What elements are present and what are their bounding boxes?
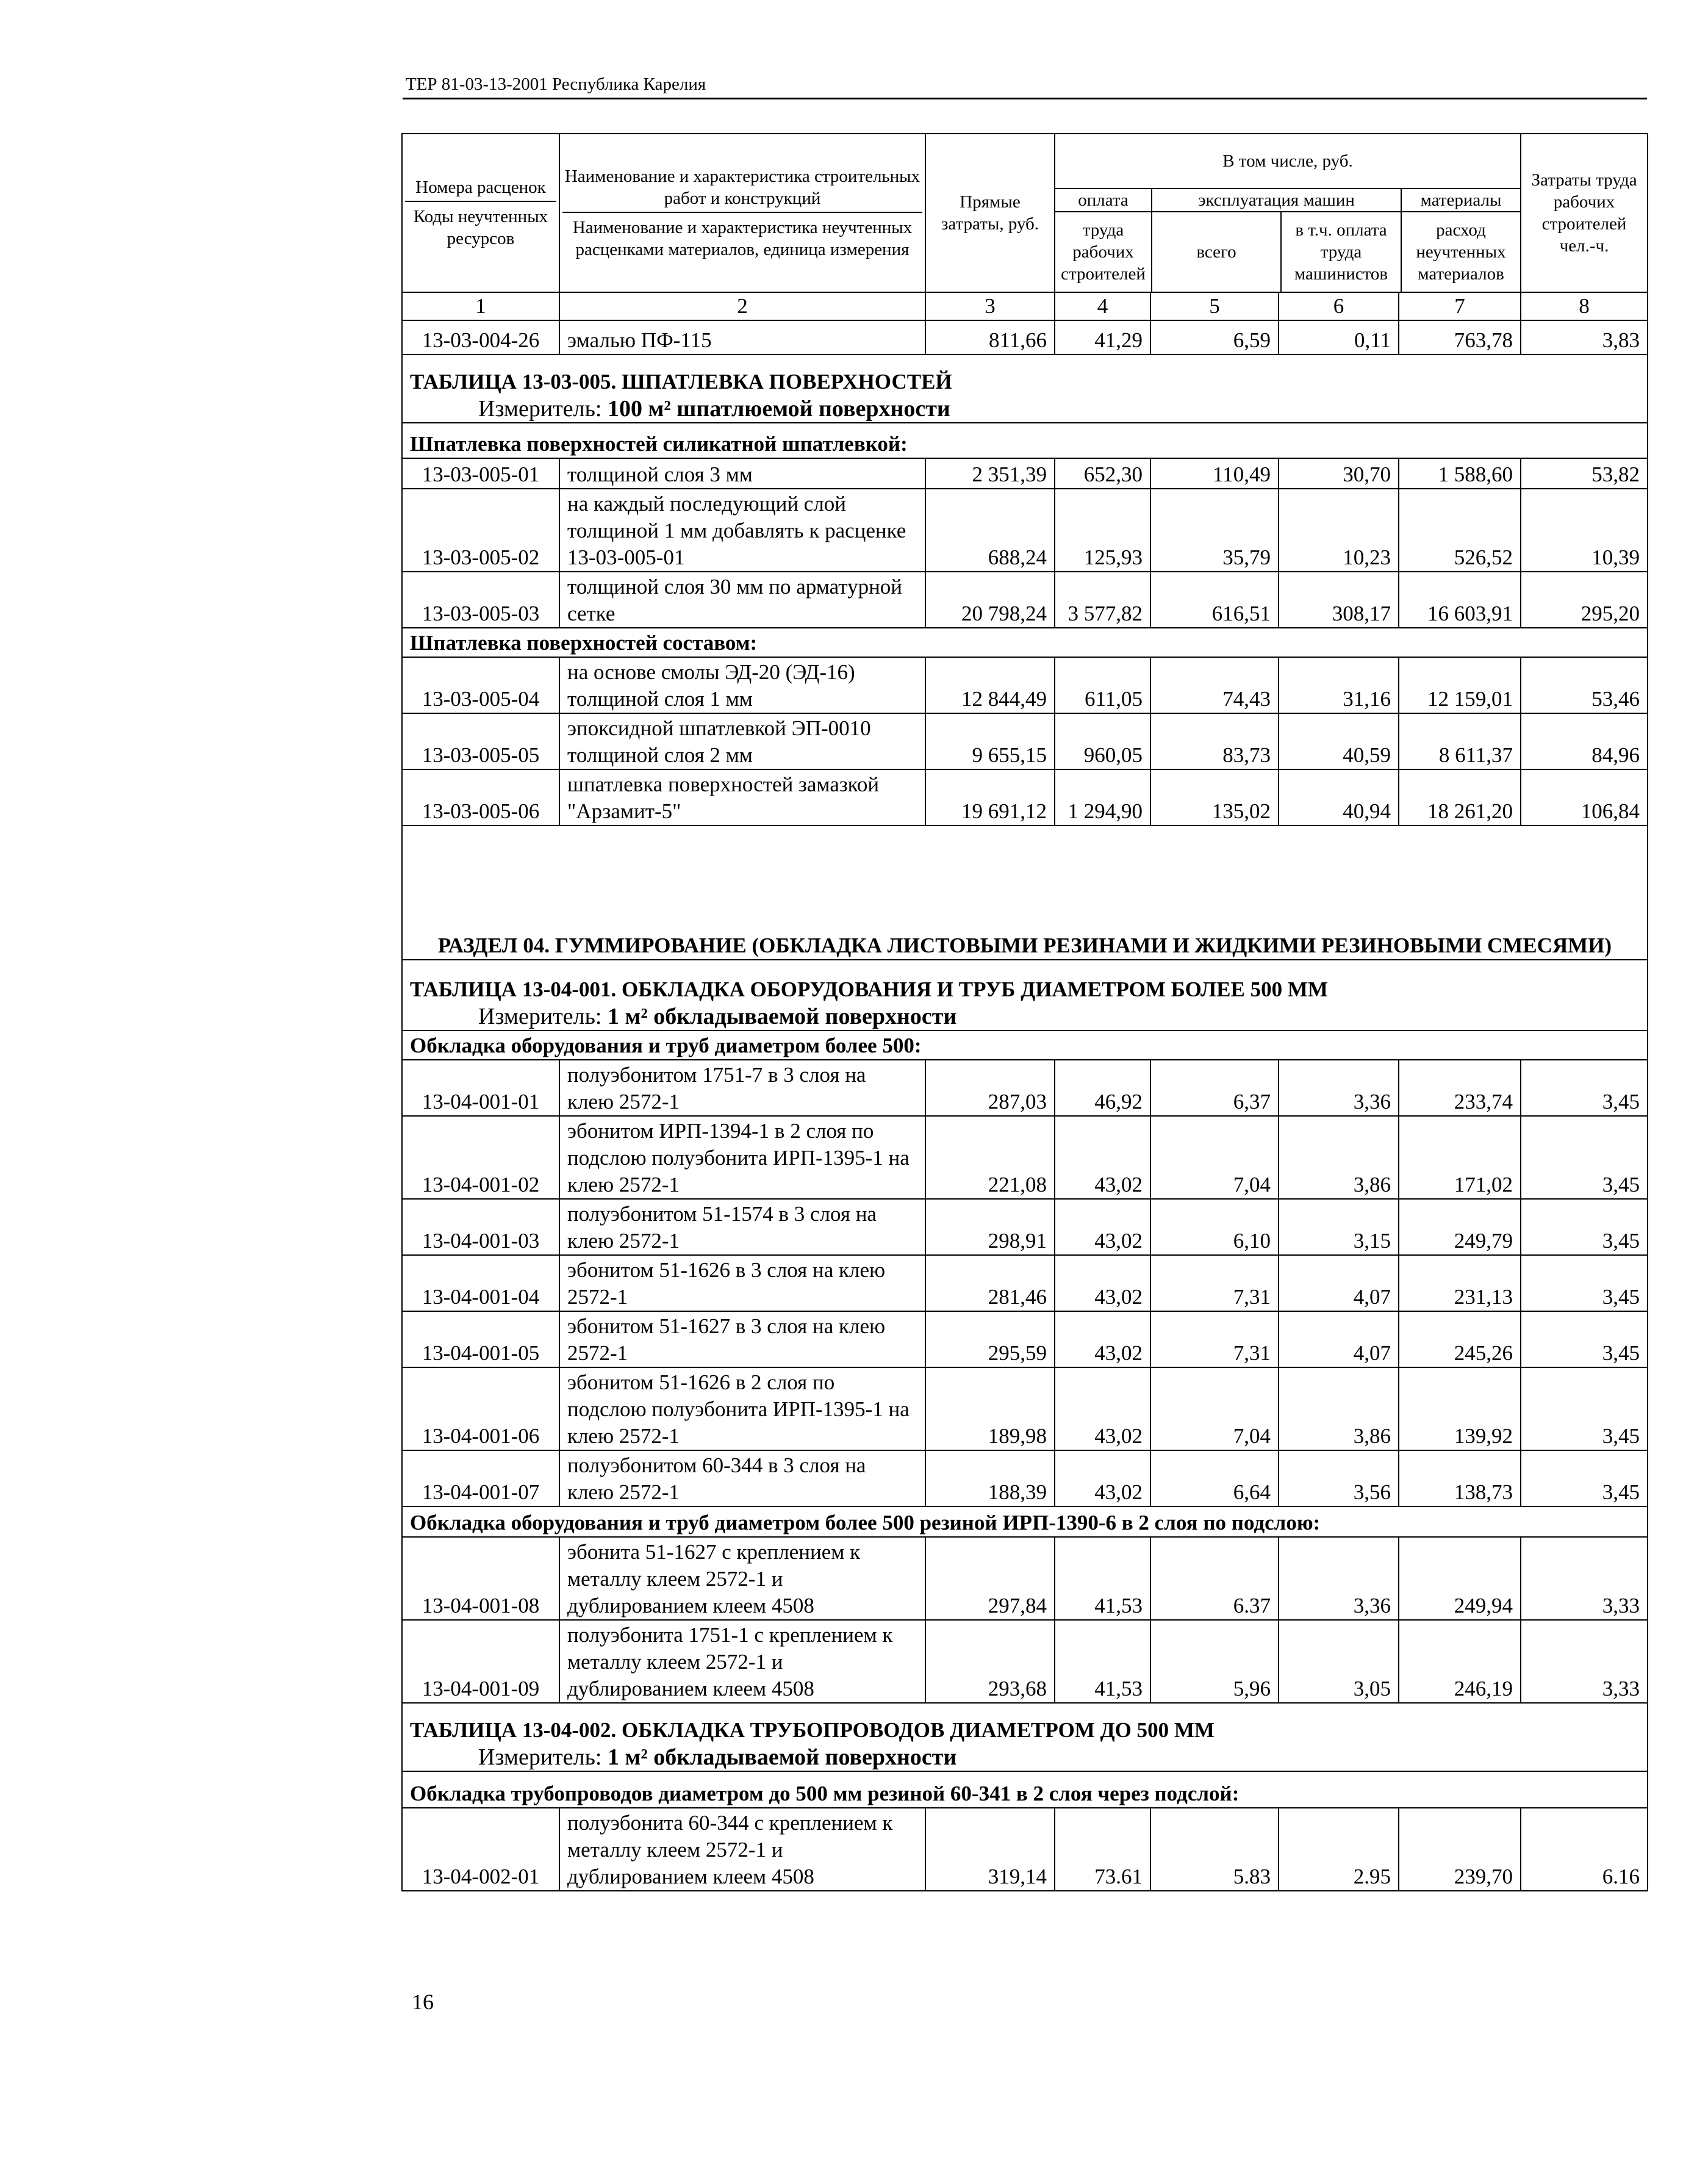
header-materials-bottom: расход неучтенных материалов (1416, 220, 1506, 284)
table-row (402, 1537, 1648, 1620)
machines-total: 135,02 (1150, 769, 1279, 826)
worker-pay: 611,05 (1055, 657, 1150, 713)
machines-total: 7,31 (1150, 1311, 1279, 1367)
rate-name: эбонитом 51-1626 в 3 слоя на клею 2572-1 (559, 1255, 925, 1311)
header-rule (403, 98, 1647, 99)
materials-cost: 139,92 (1399, 1367, 1521, 1450)
column-header-row (402, 134, 1648, 292)
direct-cost: 12 844,49 (925, 657, 1055, 713)
direct-cost: 297,84 (925, 1537, 1055, 1620)
materials-cost: 1 588,60 (1399, 458, 1521, 489)
labor-hours: 84,96 (1521, 713, 1648, 769)
table-row (402, 1808, 1648, 1891)
worker-pay: 960,05 (1055, 713, 1150, 769)
table-measure (410, 1744, 1640, 1771)
labor-hours: 106,84 (1521, 769, 1648, 826)
rate-name: толщиной слоя 30 мм по арматурной сетке (559, 572, 925, 628)
worker-pay: 41,53 (1055, 1537, 1150, 1620)
machinist-pay: 31,16 (1279, 657, 1399, 713)
worker-pay: 43,02 (1055, 1116, 1150, 1199)
machines-total: 6,59 (1150, 320, 1279, 354)
subheading-row (402, 423, 1648, 458)
direct-cost: 2 351,39 (925, 458, 1055, 489)
table-title-block (402, 960, 1648, 1031)
machinist-pay: 4,07 (1279, 1311, 1399, 1367)
table-row (402, 458, 1648, 489)
worker-pay: 43,02 (1055, 1255, 1150, 1311)
worker-pay: 1 294,90 (1055, 769, 1150, 826)
table-row (402, 657, 1648, 713)
subheading: Обкладка оборудования и труб диаметром более 500 резиной ИРП-1390-6 в 2 слоя по подслою: (402, 1506, 1648, 1537)
rate-code: 13-04-002-01 (402, 1808, 559, 1891)
header-pay-bottom: труда рабочих строителей (1061, 220, 1146, 284)
table-row (402, 1199, 1648, 1255)
rate-code: 13-03-004-26 (402, 320, 559, 354)
rate-code: 13-03-005-01 (402, 458, 559, 489)
table-row (402, 769, 1648, 826)
table-row (402, 1255, 1648, 1311)
table-title-block (402, 354, 1648, 423)
machinist-pay: 2.95 (1279, 1808, 1399, 1891)
machinist-pay: 3,15 (1279, 1199, 1399, 1255)
machinist-pay: 308,17 (1279, 572, 1399, 628)
rate-code: 13-04-001-07 (402, 1450, 559, 1506)
direct-cost: 19 691,12 (925, 769, 1055, 826)
measure-unit: 1 м² обкладываемой поверхности (608, 1004, 957, 1029)
materials-cost: 8 611,37 (1399, 713, 1521, 769)
measure-unit: 1 м² обкладываемой поверхности (608, 1744, 957, 1770)
table-row (402, 1116, 1648, 1199)
header-machines-label: эксплуатация машин (1152, 189, 1401, 212)
rate-code: 13-03-005-03 (402, 572, 559, 628)
worker-pay: 46,92 (1055, 1060, 1150, 1116)
machinist-pay: 4,07 (1279, 1255, 1399, 1311)
machinist-pay: 40,59 (1279, 713, 1399, 769)
rate-name: эбонитом 51-1627 в 3 слоя на клею 2572-1 (559, 1311, 925, 1367)
machines-total: 6,37 (1150, 1060, 1279, 1116)
header-including (1055, 134, 1521, 292)
direct-cost: 20 798,24 (925, 572, 1055, 628)
rate-code: 13-04-001-06 (402, 1367, 559, 1450)
direct-cost: 188,39 (925, 1450, 1055, 1506)
header-materials (1402, 189, 1520, 292)
header-subcols (1055, 189, 1520, 292)
header-name-top: Наименование и характеристика строительных работ и конструкций (562, 165, 922, 213)
labor-hours: 3,45 (1521, 1367, 1648, 1450)
header-including-label: В том числе, руб. (1055, 134, 1520, 189)
labor-hours: 10,39 (1521, 489, 1648, 572)
worker-pay: 652,30 (1055, 458, 1150, 489)
machinist-pay: 3,36 (1279, 1537, 1399, 1620)
labor-hours: 3,45 (1521, 1255, 1648, 1311)
rate-name: шпатлевка поверхностей замазкой "Арзамит-5" (559, 769, 925, 826)
table-measure (410, 395, 1640, 422)
labor-hours: 53,46 (1521, 657, 1648, 713)
worker-pay: 43,02 (1055, 1311, 1150, 1367)
labor-hours: 3,83 (1521, 320, 1648, 354)
rate-code: 13-04-001-01 (402, 1060, 559, 1116)
header-name-bottom: Наименование и характеристика неучтенных расценками материалов, единица измерения (572, 218, 913, 259)
direct-cost: 287,03 (925, 1060, 1055, 1116)
header-machines-incl: в т.ч. оплата труда машинистов (1294, 220, 1388, 284)
col-num: 8 (1521, 292, 1648, 320)
table-title-block (402, 1703, 1648, 1771)
rate-code: 13-03-005-02 (402, 489, 559, 572)
labor-hours: 6.16 (1521, 1808, 1648, 1891)
rate-code: 13-04-001-08 (402, 1537, 559, 1620)
materials-cost: 239,70 (1399, 1808, 1521, 1891)
labor-hours: 3,45 (1521, 1311, 1648, 1367)
labor-hours: 53,82 (1521, 458, 1648, 489)
col-num: 4 (1055, 292, 1150, 320)
direct-cost: 189,98 (925, 1367, 1055, 1450)
worker-pay: 43,02 (1055, 1367, 1150, 1450)
subheading: Шпатлевка поверхностей силикатной шпатлевкой: (402, 423, 1648, 458)
worker-pay: 43,02 (1055, 1450, 1150, 1506)
labor-hours: 3,45 (1521, 1060, 1648, 1116)
direct-cost: 811,66 (925, 320, 1055, 354)
machines-total: 110,49 (1150, 458, 1279, 489)
measure-prefix: Измеритель: (478, 1744, 608, 1770)
table-row (402, 1060, 1648, 1116)
header-pay (1055, 189, 1152, 292)
machinist-pay: 0,11 (1279, 320, 1399, 354)
labor-hours: 295,20 (1521, 572, 1648, 628)
table-row (402, 320, 1648, 354)
machinist-pay: 3,05 (1279, 1620, 1399, 1703)
labor-hours: 3,45 (1521, 1199, 1648, 1255)
subheading-row (402, 1771, 1648, 1808)
col-num: 6 (1279, 292, 1399, 320)
table-row (402, 1450, 1648, 1506)
materials-cost: 171,02 (1399, 1116, 1521, 1199)
machines-total: 616,51 (1150, 572, 1279, 628)
machines-total: 83,73 (1150, 713, 1279, 769)
worker-pay: 41,29 (1055, 320, 1150, 354)
subheading: Шпатлевка поверхностей составом: (402, 628, 1648, 657)
header-machines-total: всего (1152, 212, 1282, 292)
machines-total: 74,43 (1150, 657, 1279, 713)
rate-code: 13-04-001-04 (402, 1255, 559, 1311)
rates-table (401, 133, 1648, 1891)
col-num: 3 (925, 292, 1055, 320)
rate-name: полуэбонитом 60-344 в 3 слоя на клею 2572-1 (559, 1450, 925, 1506)
section-row (402, 826, 1648, 960)
materials-cost: 18 261,20 (1399, 769, 1521, 826)
table-row (402, 572, 1648, 628)
table-row (402, 1367, 1648, 1450)
header-labor: Затраты труда рабочих строителей чел.-ч. (1521, 134, 1648, 292)
rate-code: 13-04-001-05 (402, 1311, 559, 1367)
table-measure (410, 1003, 1640, 1030)
materials-cost: 249,94 (1399, 1537, 1521, 1620)
rate-code: 13-03-005-04 (402, 657, 559, 713)
direct-cost: 221,08 (925, 1116, 1055, 1199)
materials-cost: 138,73 (1399, 1450, 1521, 1506)
subheading-row (402, 1031, 1648, 1060)
direct-cost: 298,91 (925, 1199, 1055, 1255)
table-title-row (402, 960, 1648, 1031)
table-title: ТАБЛИЦА 13-03-005. ШПАТЛЕВКА ПОВЕРХНОСТЕЙ (410, 370, 952, 394)
page-number: 16 (412, 1990, 434, 2014)
header-direct: Прямые затраты, руб. (925, 134, 1055, 292)
machinist-pay: 3,86 (1279, 1116, 1399, 1199)
materials-cost: 231,13 (1399, 1255, 1521, 1311)
table-title: ТАБЛИЦА 13-04-001. ОБКЛАДКА ОБОРУДОВАНИЯ И ТРУБ ДИАМЕТРОМ БОЛЕЕ 500 ММ (410, 977, 1328, 1001)
measure-prefix: Измеритель: (478, 396, 608, 422)
header-pay-top: оплата (1055, 189, 1151, 212)
labor-hours: 3,45 (1521, 1116, 1648, 1199)
rate-code: 13-04-001-09 (402, 1620, 559, 1703)
worker-pay: 73.61 (1055, 1808, 1150, 1891)
header-materials-top: материалы (1402, 189, 1520, 212)
table-row (402, 489, 1648, 572)
col-num: 1 (402, 292, 559, 320)
rates-table-body (402, 134, 1648, 1891)
table-row (402, 1311, 1648, 1367)
worker-pay: 125,93 (1055, 489, 1150, 572)
direct-cost: 9 655,15 (925, 713, 1055, 769)
materials-cost: 233,74 (1399, 1060, 1521, 1116)
machinist-pay: 3,36 (1279, 1060, 1399, 1116)
rate-name: на основе смолы ЭД-20 (ЭД-16) толщиной слоя 1 мм (559, 657, 925, 713)
direct-cost: 293,68 (925, 1620, 1055, 1703)
rate-name: полуэбонита 1751-1 с креплением к металлу клеем 2572-1 и дублированием клеем 4508 (559, 1620, 925, 1703)
labor-hours: 3,33 (1521, 1537, 1648, 1620)
materials-cost: 245,26 (1399, 1311, 1521, 1367)
rate-name: толщиной слоя 3 мм (559, 458, 925, 489)
table-title: ТАБЛИЦА 13-04-002. ОБКЛАДКА ТРУБОПРОВОДОВ ДИАМЕТРОМ ДО 500 ММ (410, 1718, 1215, 1742)
table-row (402, 1620, 1648, 1703)
machinist-pay: 30,70 (1279, 458, 1399, 489)
materials-cost: 16 603,91 (1399, 572, 1521, 628)
labor-hours: 3,33 (1521, 1620, 1648, 1703)
measure-prefix: Измеритель: (478, 1004, 608, 1029)
direct-cost: 688,24 (925, 489, 1055, 572)
machines-total: 7,04 (1150, 1116, 1279, 1199)
direct-cost: 319,14 (925, 1808, 1055, 1891)
machines-total: 7,04 (1150, 1367, 1279, 1450)
rate-name: на каждый последующий слой толщиной 1 мм добавлять к расценке 13-03-005-01 (559, 489, 925, 572)
subheading: Обкладка оборудования и труб диаметром более 500: (402, 1031, 1648, 1060)
header-machines-split (1152, 212, 1401, 292)
machinist-pay: 10,23 (1279, 489, 1399, 572)
subheading-row (402, 628, 1648, 657)
column-number-row (402, 292, 1648, 320)
machines-total: 6,10 (1150, 1199, 1279, 1255)
materials-cost: 12 159,01 (1399, 657, 1521, 713)
rate-name: эбонитом ИРП-1394-1 в 2 слоя по подслою полуэбонита ИРП-1395-1 на клею 2572-1 (559, 1116, 925, 1199)
rate-name: эмалью ПФ-115 (559, 320, 925, 354)
materials-cost: 526,52 (1399, 489, 1521, 572)
labor-hours: 3,45 (1521, 1450, 1648, 1506)
direct-cost: 295,59 (925, 1311, 1055, 1367)
header-name (559, 134, 925, 292)
header-machines (1152, 189, 1402, 292)
subheading: Обкладка трубопроводов диаметром до 500 мм резиной 60-341 в 2 слоя через подслой: (402, 1771, 1648, 1808)
rate-name: полуэбонитом 1751-7 в 3 слоя на клею 2572-1 (559, 1060, 925, 1116)
direct-cost: 281,46 (925, 1255, 1055, 1311)
worker-pay: 43,02 (1055, 1199, 1150, 1255)
col-num: 7 (1399, 292, 1521, 320)
materials-cost: 763,78 (1399, 320, 1521, 354)
subheading-row (402, 1506, 1648, 1537)
table-title-row (402, 1703, 1648, 1771)
running-header: ТЕР 81-03-13-2001 Республика Карелия (406, 74, 706, 94)
machines-total: 6.37 (1150, 1537, 1279, 1620)
machinist-pay: 3,86 (1279, 1367, 1399, 1450)
machines-total: 5,96 (1150, 1620, 1279, 1703)
machines-total: 5.83 (1150, 1808, 1279, 1891)
rate-name: полуэбонитом 51-1574 в 3 слоя на клею 2572-1 (559, 1199, 925, 1255)
rate-name: эбонита 51-1627 с креплением к металлу клеем 2572-1 и дублированием клеем 4508 (559, 1537, 925, 1620)
measure-unit: 100 м² шпатлюемой поверхности (608, 396, 950, 422)
rate-code: 13-03-005-05 (402, 713, 559, 769)
rate-name: полуэбонита 60-344 с креплением к металлу клеем 2572-1 и дублированием клеем 4508 (559, 1808, 925, 1891)
machines-total: 6,64 (1150, 1450, 1279, 1506)
materials-cost: 246,19 (1399, 1620, 1521, 1703)
col-num: 2 (559, 292, 925, 320)
header-codes-top: Номера расценок (405, 176, 556, 202)
section-title: РАЗДЕЛ 04. ГУММИРОВАНИЕ (ОБКЛАДКА ЛИСТОВЫМИ РЕЗИНАМИ И ЖИДКИМИ РЕЗИНОВЫМИ СМЕСЯМИ) (402, 826, 1648, 960)
header-codes (402, 134, 559, 292)
worker-pay: 41,53 (1055, 1620, 1150, 1703)
rate-code: 13-03-005-06 (402, 769, 559, 826)
rate-name: эбонитом 51-1626 в 2 слоя по подслою полуэбонита ИРП-1395-1 на клею 2572-1 (559, 1367, 925, 1450)
machines-total: 7,31 (1150, 1255, 1279, 1311)
worker-pay: 3 577,82 (1055, 572, 1150, 628)
machinist-pay: 40,94 (1279, 769, 1399, 826)
table-row (402, 713, 1648, 769)
rate-code: 13-04-001-03 (402, 1199, 559, 1255)
materials-cost: 249,79 (1399, 1199, 1521, 1255)
machines-total: 35,79 (1150, 489, 1279, 572)
rate-code: 13-04-001-02 (402, 1116, 559, 1199)
header-codes-bottom: Коды неучтенных ресурсов (413, 207, 548, 248)
machinist-pay: 3,56 (1279, 1450, 1399, 1506)
table-title-row (402, 354, 1648, 423)
col-num: 5 (1150, 292, 1279, 320)
rate-name: эпоксидной шпатлевкой ЭП-0010 толщиной слоя 2 мм (559, 713, 925, 769)
